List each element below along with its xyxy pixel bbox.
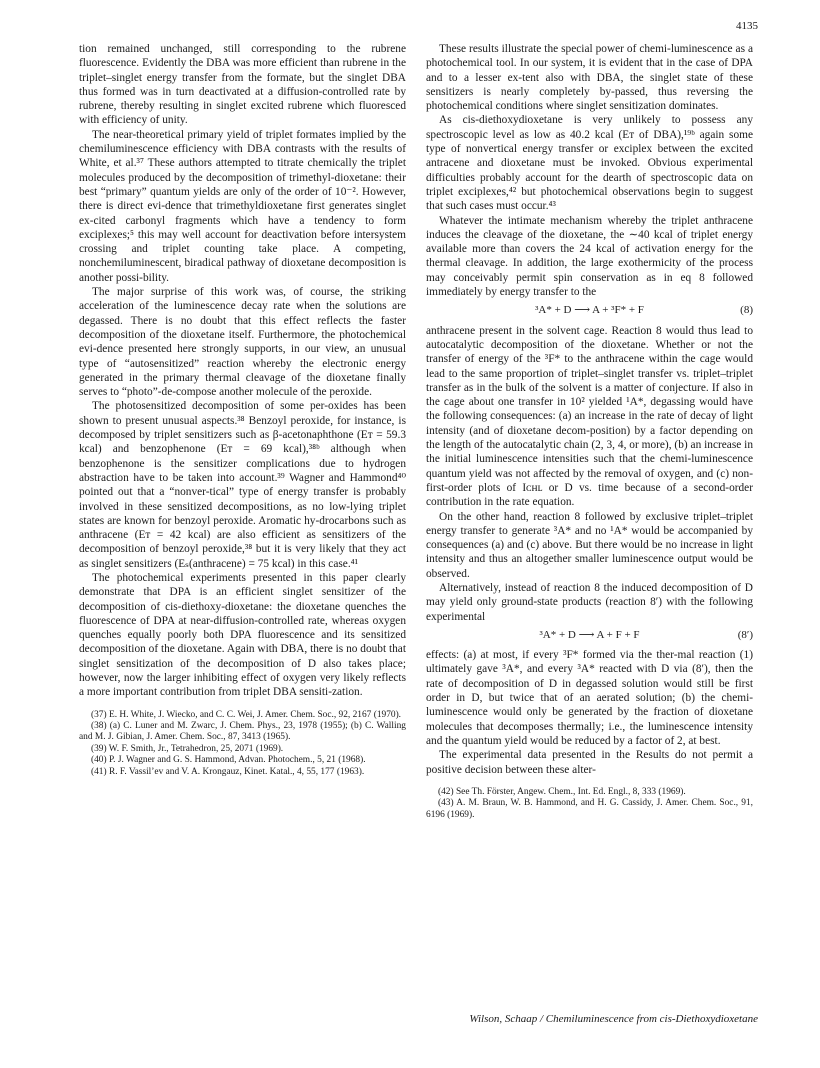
- paragraph: effects: (a) at most, if every ³F* formed via the ther-mal reaction (1) ultimately gave ³A*, and every ³A* reacted with D via (8′), then the rate of decomposition of D in degassed solution would still be first order in D, but twice that of an aerated solution; (b) the chemi-luminescence would only be generated by the fraction of dioxetane molecules that decomposes thermally; i.e., the luminescence intensity and the quantum yield would be reduced by a factor of 2, at best.: [426, 649, 753, 747]
- paragraph: Alternatively, instead of reaction 8 the induced decomposition of D may yield only ground-state products (reaction 8′) with the following experimental: [426, 581, 753, 623]
- running-footer: Wilson, Schaap / Chemiluminescence from cis-Diethoxydioxetane: [469, 1013, 758, 1025]
- footnote: (42) See Th. Förster, Angew. Chem., Int. Ed. Engl., 8, 333 (1969).: [438, 786, 686, 797]
- footnote: (40) P. J. Wagner and G. S. Hammond, Advan. Photochem., 5, 21 (1968).: [91, 755, 366, 766]
- footnote: (37) E. H. White, J. Wiecko, and C. C. Wei, J. Amer. Chem. Soc., 92, 2167 (1970).: [91, 709, 402, 720]
- equation-text: ³A* + D ⟶ A + F + F: [539, 628, 640, 641]
- footnote: (39) W. F. Smith, Jr., Tetrahedron, 25, 2071 (1969).: [91, 743, 284, 754]
- paragraph: Whatever the intimate mechanism whereby the triplet anthracene induces the cleavage of the dioxetane, the ∼40 kcal of triplet energy available more than covers the 24 kcal of activation energy for the thermal cleavage. In addition, the large exothermicity of the process may conceivably permit spin conservation as in eq 8 followed immediately by energy transfer to the: [426, 214, 753, 299]
- paragraph: The near-theoretical primary yield of triplet formates implied by the chemiluminescence efficiency with DBA contrasts with the results of White, et al.³⁷ These authors attempted to titrate chemically the triplet molecules produced by the decomposition of trimethyl-dioxetane: their best “primary” quantum yields are only of the order of 10⁻². However, there is direct evi-dence that trimethyldioxetane first generates singlet ex-cited carbonyl fragments which have a tendency to form exciplexes;⁵ this may well account for deactivation before intersystem crossing and triplet counting take place. A competing, nonchemiluminescent, biradical pathway of dioxetane decomposition is another possi-bility.: [79, 128, 406, 284]
- right-column: [426, 42, 753, 821]
- equation-8: [426, 303, 753, 317]
- paragraph: The photochemical experiments presented in this paper clearly demonstrate that DPA is an efficient singlet sensitizer of the decomposition of cis-diethoxy-dioxetane: the dioxetane quenches the fluorescence of DPA at near-diffusion-controlled rate, whereas oxygen quenches equally poorly both DPA fluorescence and its sensitized decomposition of the dioxetane. Again with DBA, there is no doubt that singlet sensitization of the decomposition of D also takes place; however, now the larger inhibiting effect of oxygen very likely reflects a more important contribution from triplet DBA sensiti-zation.: [79, 571, 406, 699]
- equation-number: (8): [740, 304, 753, 317]
- footnote: (43) A. M. Braun, W. B. Hammond, and H. G. Cassidy, J. Amer. Chem. Soc., 91, 6196 (1969).: [426, 798, 753, 820]
- left-column: [79, 42, 406, 778]
- paragraph: anthracene present in the solvent cage. Reaction 8 would thus lead to autocatalytic decomposition of the dioxetane. Whether or not the transfer of energy of the ³F* to the anthracene within the cage would lead to the same proportion of triplet–singlet transfer vs. triplet–triplet transfer as in the bulk of the solvent is a matter of conjecture. If also in the cage about one transfer in 10² yielded ¹A*, degassing would have the following consequences: (a) an increase in the rate of decay of light intensity (and of dioxetane decom-position) by a factor depending on the length of the autocatalytic chain (2, 3, 4, or more), (b) an increase in the initial luminescence intensities such that the chemi-luminescence quantum yield was not affected by the removal of oxygen, and (c) non-first-order plots of Iᴄʜʟ or D vs. time because of a second-order contribution in the rate equation.: [426, 324, 753, 509]
- paragraph: tion remained unchanged, still corresponding to the rubrene fluorescence. Evidently the DBA was more efficient than rubrene in the triplet–singlet energy transfer from the formate, but the singlet DBA thus formed was in turn deactivated at a diffusion-controlled rate by rubrene, thereby resulting in singlet excited rubrene which fluoresced with efficiency of unity.: [79, 43, 406, 127]
- paragraph: The experimental data presented in the Results do not permit a positive decision between these alter-: [426, 749, 753, 776]
- paragraph: The major surprise of this work was, of course, the striking acceleration of the luminescence decay rate when the solutions are degassed. There is no doubt that this effect reflects the faster decomposition of the dioxetane itself. Furthermore, the photochemical evi-dence presented here strongly supports, in our view, an unusual type of “autosensitized” reaction whereby the electronic energy generated in the primary thermal cleavage of the dioxetane finally serves to “photo”-de-compose another molecule of the peroxide.: [79, 286, 406, 399]
- equation-8-prime: [426, 628, 753, 642]
- equation-text: ³A* + D ⟶ A + ³F* + F: [535, 304, 644, 317]
- footnotes: [79, 710, 406, 778]
- equation-number: (8′): [737, 628, 753, 641]
- footnote: (38) (a) C. Luner and M. Zwarc, J. Chem. Phys., 23, 1978 (1955); (b) C. Walling and M. J. Gibian, J. Amer. Chem. Soc., 87, 3413 (1965).: [79, 721, 406, 743]
- paragraph: On the other hand, reaction 8 followed by exclusive triplet–triplet energy transfer to generate ³A* and no ¹A* would be accompanied by consequences (a) and (c) above. But there would be no increase in light intensity and thus an altogether smaller luminescence output would be observed.: [426, 510, 753, 580]
- paragraph: As cis-diethoxydioxetane is very unlikely to possess any spectroscopic level as low as 40.2 kcal (Eᴛ of DBA),¹⁹ᵇ again some type of nonvertical energy transfer or exciplex between the excited antracene and dioxetane must be invoked. Obvious experimental difficulties probably account for the dearth of spectroscopic data on triplet exciplexes,⁴² but photochemical observations begin to suggest that such cases must occur.⁴³: [426, 114, 753, 213]
- footnote: (41) R. F. Vassil’ev and V. A. Krongauz, Kinet. Katal., 4, 55, 177 (1963).: [91, 766, 365, 777]
- footnotes: [426, 787, 753, 821]
- paragraph: These results illustrate the special power of chemi-luminescence as a photochemical tool. In our system, it is evident that in the case of DPA and to a lesser ex-tent also with DBA, the singlet state of these sensitizers is nearly completely by-passed, thus reversing the photochemical conditions where singlet sensitization dominates.: [426, 43, 753, 113]
- paragraph: The photosensitized decomposition of some per-oxides has been shown to present unusual aspects.³⁸ Benzoyl peroxide, for instance, is decomposed by triplet sensitizers such as β-acetonaphthone (Eᴛ = 59.3 kcal) and benzophenone (Eᴛ = 69 kcal),³⁸ᵇ although when benzophenone is the sensitizer complications due to hydrogen abstraction have to be taken into account.³⁹ Wagner and Hammond⁴⁰ pointed out that a “nonver-tical” type of energy transfer is probably involved in these sensitized decompositions, as no low-lying triplet states are known for benzoyl peroxide. Aromatic hy-drocarbons such as anthracene (Eᴛ = 42 kcal) are also efficient as sensitizers of the decomposition of benzoyl peroxide,³⁸ but it is very likely that they act as singlet sensitizers (Eₛ(anthracene) = 75 kcal) in this case.⁴¹: [79, 400, 406, 570]
- page-number: 4135: [736, 20, 758, 32]
